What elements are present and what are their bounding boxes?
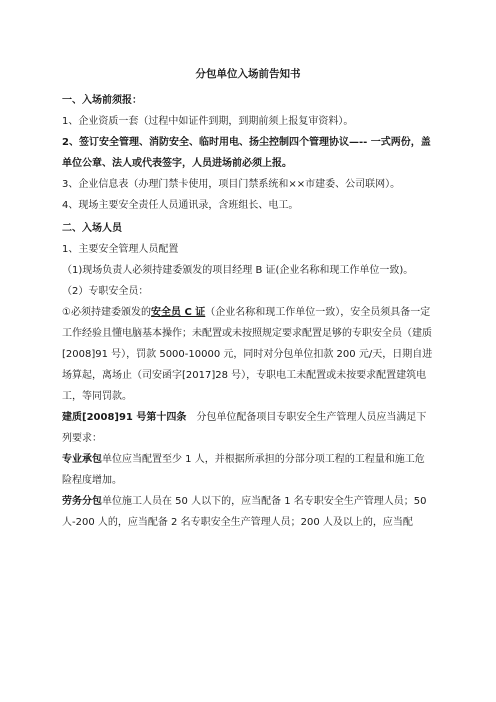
paragraph-s2-sub1: （1)现场负责人必须持建委颁发的项目经理 B 证(企业名称和现工作单位一致)。: [62, 265, 414, 276]
regulation-text: 分包单位配备项目专职安全生产管理人员应当满足下列要求：: [62, 412, 427, 444]
section-heading-2: 二、入场人员: [62, 223, 122, 234]
paragraph-s1-item3: 3、企业信息表（办理门禁卡使用，项目门禁系统和××市建委、公司联网）。: [62, 179, 401, 190]
professional-label: 专业承包: [62, 454, 102, 465]
professional-text: 单位应当配置至少 1 人，并根据所承担的分部分项工程的工程量和施工危险程度增加。: [62, 454, 425, 486]
paragraph-s1-item4: 4、现场主要安全责任人员通讯录，含班组长、电工。: [62, 200, 299, 211]
paragraph-s1-item1: 1、企业资质一套（过程中如证件到期，到期前须上报复审资料）。: [62, 116, 354, 127]
paragraph-s1-item2: 2、签订安全管理、消防安全、临时用电、扬尘控制四个管理协议—-- 一式两份，盖单位公章、法人或代表签字，人员进场前必须上报。: [62, 137, 431, 169]
labor-label: 劳务分包: [62, 496, 102, 507]
safety-officer-intro: ①必须持建委颁发的: [62, 307, 151, 318]
paragraph-labor: [62, 491, 434, 533]
paragraph-s2-sub2: （2）专职安全员：: [62, 286, 149, 297]
document-body: [62, 88, 434, 533]
paragraph-professional: [62, 449, 434, 491]
section-heading-1: 一、入场前须报：: [62, 95, 142, 106]
paragraph-s2-item1: 1、主要安全管理人员配置: [62, 244, 179, 255]
safety-officer-body: （企业名称和现工作单位一致），安全员须具备一定工作经验且懂电脑基本操作；未配置或未按照规定要求配置足够的专职安全员（建质[2008]91 号），罚款 5000-10000 元，同时对分包单位扣款 200 元/天，日期自进场算起，离场止（司安函字[2017]28 号），专职电工未配置或未按要求配置建筑电工，等同罚款。: [62, 307, 433, 402]
document-title: 分包单位入场前告知书: [195, 68, 301, 80]
paragraph-regulation: [62, 407, 434, 449]
labor-text: 单位施工人员在 50 人以下的，应当配备 1 名专职安全生产管理人员；50 人-200 人的，应当配备 2 名专职安全生产管理人员；200 人及以上的，应当配: [62, 496, 427, 528]
paragraph-safety-officer: [62, 302, 434, 407]
regulation-ref: 建质[2008]91 号第十四条: [62, 412, 187, 423]
certificate-c-underlined: 安全员 C 证: [150, 307, 206, 318]
